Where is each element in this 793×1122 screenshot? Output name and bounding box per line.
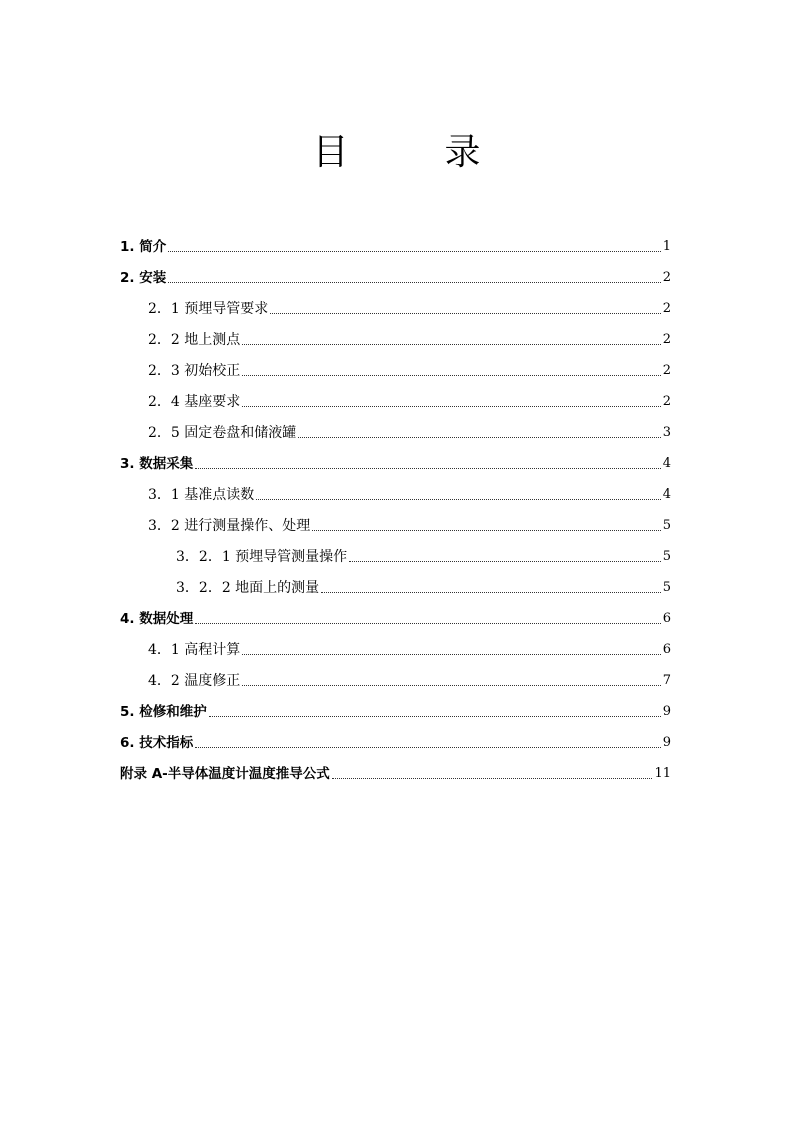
toc-page-number: 9 <box>662 704 671 719</box>
toc-entry-label: 3．1 基准点读数 <box>148 487 255 503</box>
toc-entry-label: 1. 简介 <box>120 239 167 255</box>
toc-entry-base-requirements[interactable] <box>120 383 671 414</box>
toc-entry-embedded-conduit[interactable] <box>120 290 671 321</box>
toc-page-number: 3 <box>662 425 671 440</box>
toc-page-number: 2 <box>662 301 671 316</box>
toc-leader-dots <box>298 436 660 438</box>
toc-leader-dots <box>242 684 660 686</box>
toc-entry-label: 2. 安装 <box>120 270 167 286</box>
toc-entry-appendix-a[interactable] <box>120 755 671 786</box>
toc-entry-label: 2．5 固定卷盘和储液罐 <box>148 425 297 441</box>
toc-leader-dots <box>270 312 660 314</box>
toc-page-number: 2 <box>662 363 671 378</box>
toc-page-number: 11 <box>654 766 671 781</box>
toc-entry-data-acquisition[interactable] <box>120 445 671 476</box>
toc-entry-introduction[interactable] <box>120 228 671 259</box>
toc-leader-dots <box>242 653 660 655</box>
toc-entry-reel-and-tank[interactable] <box>120 414 671 445</box>
toc-leader-dots <box>195 467 660 469</box>
toc-entry-label: 附录 A-半导体温度计温度推导公式 <box>120 766 330 782</box>
toc-page-number: 2 <box>662 394 671 409</box>
toc-entry-measurement-operation[interactable] <box>120 507 671 538</box>
toc-leader-dots <box>332 777 653 779</box>
toc-page-number: 4 <box>662 487 671 502</box>
toc-page-number: 4 <box>662 456 671 471</box>
toc-page-number: 6 <box>662 611 671 626</box>
toc-leader-dots <box>321 591 661 593</box>
toc-page-number: 2 <box>662 332 671 347</box>
toc-page-number: 7 <box>662 673 671 688</box>
toc-entry-label: 2．4 基座要求 <box>148 394 241 410</box>
toc-page-number: 5 <box>662 549 671 564</box>
toc-leader-dots <box>209 715 661 717</box>
toc-page-number: 9 <box>662 735 671 750</box>
toc-leader-dots <box>242 374 660 376</box>
toc-page-number: 6 <box>662 642 671 657</box>
toc-leader-dots <box>312 529 660 531</box>
toc-entry-label: 3．2 进行测量操作、处理 <box>148 518 311 534</box>
toc-entry-label: 3. 数据采集 <box>120 456 194 472</box>
toc-entry-label: 3．2．1 预埋导管测量操作 <box>176 549 348 565</box>
toc-entry-label: 6. 技术指标 <box>120 735 194 751</box>
toc-entry-label: 4. 数据处理 <box>120 611 194 627</box>
toc-entry-installation[interactable] <box>120 259 671 290</box>
toc-entry-label: 4．2 温度修正 <box>148 673 241 689</box>
toc-entry-label: 3．2．2 地面上的测量 <box>176 580 320 596</box>
toc-entry-ground-points[interactable] <box>120 321 671 352</box>
toc-entry-elevation-calculation[interactable] <box>120 631 671 662</box>
page-title: 目 录 <box>312 132 511 173</box>
table-of-contents <box>120 228 671 786</box>
toc-entry-initial-calibration[interactable] <box>120 352 671 383</box>
toc-entry-data-processing[interactable] <box>120 600 671 631</box>
toc-page-number: 1 <box>662 239 671 254</box>
toc-leader-dots <box>349 560 661 562</box>
toc-entry-technical-specs[interactable] <box>120 724 671 755</box>
toc-page-number: 5 <box>662 580 671 595</box>
toc-entry-label: 5. 检修和维护 <box>120 704 207 720</box>
toc-entry-label: 2．1 预埋导管要求 <box>148 301 269 317</box>
toc-entry-label: 4．1 高程计算 <box>148 642 241 658</box>
toc-entry-conduit-measurement[interactable] <box>120 538 671 569</box>
toc-leader-dots <box>195 622 660 624</box>
toc-entry-reference-reading[interactable] <box>120 476 671 507</box>
toc-entry-label: 2．3 初始校正 <box>148 363 241 379</box>
toc-leader-dots <box>256 498 660 500</box>
toc-leader-dots <box>168 250 660 252</box>
toc-leader-dots <box>242 405 660 407</box>
toc-leader-dots <box>195 746 660 748</box>
toc-entry-label: 2．2 地上测点 <box>148 332 241 348</box>
toc-page-number: 5 <box>662 518 671 533</box>
toc-leader-dots <box>168 281 660 283</box>
toc-entry-temperature-correction[interactable] <box>120 662 671 693</box>
toc-page-number: 2 <box>662 270 671 285</box>
toc-leader-dots <box>242 343 660 345</box>
toc-entry-maintenance[interactable] <box>120 693 671 724</box>
toc-entry-surface-measurement[interactable] <box>120 569 671 600</box>
